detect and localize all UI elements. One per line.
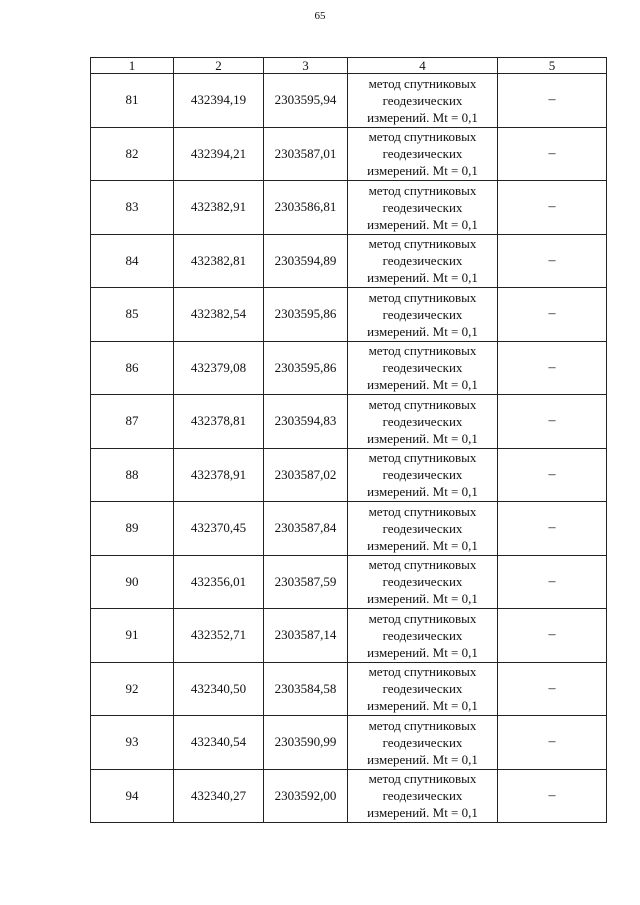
method-line: измерений. Mt = 0,1 bbox=[367, 430, 478, 446]
note-cell: – bbox=[498, 181, 607, 235]
note-cell: – bbox=[498, 127, 607, 181]
table-row bbox=[91, 127, 607, 181]
method-line: геодезических bbox=[382, 734, 463, 750]
y-coordinate-cell: 2303595,94 bbox=[264, 74, 348, 128]
table-row bbox=[91, 234, 607, 288]
method-cell bbox=[348, 74, 498, 128]
x-coordinate-cell: 432382,54 bbox=[174, 288, 264, 342]
method-cell bbox=[348, 716, 498, 770]
table-row bbox=[91, 609, 607, 663]
method-line: измерений. Mt = 0,1 bbox=[367, 216, 478, 232]
method-line: метод спутниковых bbox=[368, 182, 477, 198]
method-cell bbox=[348, 127, 498, 181]
point-number-cell: 93 bbox=[91, 716, 174, 770]
method-cell bbox=[348, 769, 498, 823]
x-coordinate-cell: 432378,81 bbox=[174, 395, 264, 449]
table-row bbox=[91, 74, 607, 128]
x-coordinate-cell: 432378,91 bbox=[174, 448, 264, 502]
method-line: измерений. Mt = 0,1 bbox=[367, 751, 478, 767]
y-coordinate-cell: 2303587,84 bbox=[264, 502, 348, 556]
y-coordinate-cell: 2303590,99 bbox=[264, 716, 348, 770]
method-line: геодезических bbox=[382, 92, 463, 108]
point-number-cell: 94 bbox=[91, 769, 174, 823]
table-row bbox=[91, 448, 607, 502]
method-line: геодезических bbox=[382, 146, 463, 162]
method-line: измерений. Mt = 0,1 bbox=[367, 323, 478, 339]
y-coordinate-cell: 2303584,58 bbox=[264, 662, 348, 716]
point-number-cell: 92 bbox=[91, 662, 174, 716]
table-row bbox=[91, 502, 607, 556]
column-header: 4 bbox=[348, 58, 498, 74]
method-line: геодезических bbox=[382, 520, 463, 536]
method-line: измерений. Mt = 0,1 bbox=[367, 591, 478, 607]
method-line: метод спутниковых bbox=[368, 75, 477, 91]
method-line: метод спутниковых bbox=[368, 289, 477, 305]
y-coordinate-cell: 2303586,81 bbox=[264, 181, 348, 235]
table-row bbox=[91, 181, 607, 235]
y-coordinate-cell: 2303592,00 bbox=[264, 769, 348, 823]
note-cell: – bbox=[498, 555, 607, 609]
x-coordinate-cell: 432379,08 bbox=[174, 341, 264, 395]
table-body bbox=[91, 74, 607, 823]
x-coordinate-cell: 432382,81 bbox=[174, 234, 264, 288]
note-cell: – bbox=[498, 609, 607, 663]
table-row bbox=[91, 769, 607, 823]
method-line: геодезических bbox=[382, 574, 463, 590]
method-line: метод спутниковых bbox=[368, 717, 477, 733]
point-number-cell: 90 bbox=[91, 555, 174, 609]
coordinates-table bbox=[90, 57, 607, 823]
point-number-cell: 86 bbox=[91, 341, 174, 395]
note-cell: – bbox=[498, 395, 607, 449]
method-cell bbox=[348, 234, 498, 288]
table-row bbox=[91, 288, 607, 342]
method-cell bbox=[348, 181, 498, 235]
method-cell bbox=[348, 341, 498, 395]
method-line: измерений. Mt = 0,1 bbox=[367, 805, 478, 821]
method-line: измерений. Mt = 0,1 bbox=[367, 377, 478, 393]
method-cell bbox=[348, 609, 498, 663]
method-line: геодезических bbox=[382, 413, 463, 429]
note-cell: – bbox=[498, 288, 607, 342]
method-line: геодезических bbox=[382, 360, 463, 376]
method-line: метод спутниковых bbox=[368, 396, 477, 412]
table-row bbox=[91, 716, 607, 770]
point-number-cell: 84 bbox=[91, 234, 174, 288]
method-line: метод спутниковых bbox=[368, 236, 477, 252]
y-coordinate-cell: 2303594,83 bbox=[264, 395, 348, 449]
x-coordinate-cell: 432340,27 bbox=[174, 769, 264, 823]
note-cell: – bbox=[498, 234, 607, 288]
point-number-cell: 88 bbox=[91, 448, 174, 502]
method-cell bbox=[348, 502, 498, 556]
note-cell: – bbox=[498, 341, 607, 395]
y-coordinate-cell: 2303595,86 bbox=[264, 341, 348, 395]
method-cell bbox=[348, 288, 498, 342]
note-cell: – bbox=[498, 74, 607, 128]
point-number-cell: 87 bbox=[91, 395, 174, 449]
note-cell: – bbox=[498, 662, 607, 716]
x-coordinate-cell: 432382,91 bbox=[174, 181, 264, 235]
method-line: геодезических bbox=[382, 253, 463, 269]
point-number-cell: 89 bbox=[91, 502, 174, 556]
method-cell bbox=[348, 395, 498, 449]
method-line: метод спутниковых bbox=[368, 664, 477, 680]
method-line: метод спутниковых bbox=[368, 771, 477, 787]
table-header-row bbox=[91, 58, 607, 74]
y-coordinate-cell: 2303595,86 bbox=[264, 288, 348, 342]
column-header: 3 bbox=[264, 58, 348, 74]
note-cell: – bbox=[498, 769, 607, 823]
method-line: геодезических bbox=[382, 627, 463, 643]
point-number-cell: 85 bbox=[91, 288, 174, 342]
page-number: 65 bbox=[314, 10, 326, 22]
point-number-cell: 81 bbox=[91, 74, 174, 128]
y-coordinate-cell: 2303587,59 bbox=[264, 555, 348, 609]
column-header: 1 bbox=[91, 58, 174, 74]
column-header: 2 bbox=[174, 58, 264, 74]
x-coordinate-cell: 432352,71 bbox=[174, 609, 264, 663]
method-line: измерений. Mt = 0,1 bbox=[367, 109, 478, 125]
method-line: геодезических bbox=[382, 467, 463, 483]
method-line: измерений. Mt = 0,1 bbox=[367, 644, 478, 660]
method-line: метод спутниковых bbox=[368, 557, 477, 573]
method-line: измерений. Mt = 0,1 bbox=[367, 537, 478, 553]
note-cell: – bbox=[498, 716, 607, 770]
method-line: измерений. Mt = 0,1 bbox=[367, 698, 478, 714]
x-coordinate-cell: 432370,45 bbox=[174, 502, 264, 556]
y-coordinate-cell: 2303587,02 bbox=[264, 448, 348, 502]
method-line: метод спутниковых bbox=[368, 503, 477, 519]
x-coordinate-cell: 432340,50 bbox=[174, 662, 264, 716]
table-row bbox=[91, 341, 607, 395]
table-row bbox=[91, 662, 607, 716]
x-coordinate-cell: 432340,54 bbox=[174, 716, 264, 770]
method-line: метод спутниковых bbox=[368, 343, 477, 359]
method-line: геодезических bbox=[382, 199, 463, 215]
method-line: метод спутниковых bbox=[368, 450, 477, 466]
point-number-cell: 83 bbox=[91, 181, 174, 235]
method-cell bbox=[348, 555, 498, 609]
note-cell: – bbox=[498, 448, 607, 502]
x-coordinate-cell: 432394,19 bbox=[174, 74, 264, 128]
method-line: измерений. Mt = 0,1 bbox=[367, 484, 478, 500]
y-coordinate-cell: 2303587,01 bbox=[264, 127, 348, 181]
x-coordinate-cell: 432394,21 bbox=[174, 127, 264, 181]
method-line: геодезических bbox=[382, 788, 463, 804]
table-row bbox=[91, 555, 607, 609]
method-cell bbox=[348, 662, 498, 716]
column-header: 5 bbox=[498, 58, 607, 74]
method-line: метод спутниковых bbox=[368, 129, 477, 145]
x-coordinate-cell: 432356,01 bbox=[174, 555, 264, 609]
note-cell: – bbox=[498, 502, 607, 556]
method-line: геодезических bbox=[382, 681, 463, 697]
method-line: метод спутниковых bbox=[368, 610, 477, 626]
method-line: измерений. Mt = 0,1 bbox=[367, 270, 478, 286]
point-number-cell: 82 bbox=[91, 127, 174, 181]
method-line: геодезических bbox=[382, 306, 463, 322]
method-line: измерений. Mt = 0,1 bbox=[367, 163, 478, 179]
method-cell bbox=[348, 448, 498, 502]
y-coordinate-cell: 2303594,89 bbox=[264, 234, 348, 288]
y-coordinate-cell: 2303587,14 bbox=[264, 609, 348, 663]
table-row bbox=[91, 395, 607, 449]
point-number-cell: 91 bbox=[91, 609, 174, 663]
